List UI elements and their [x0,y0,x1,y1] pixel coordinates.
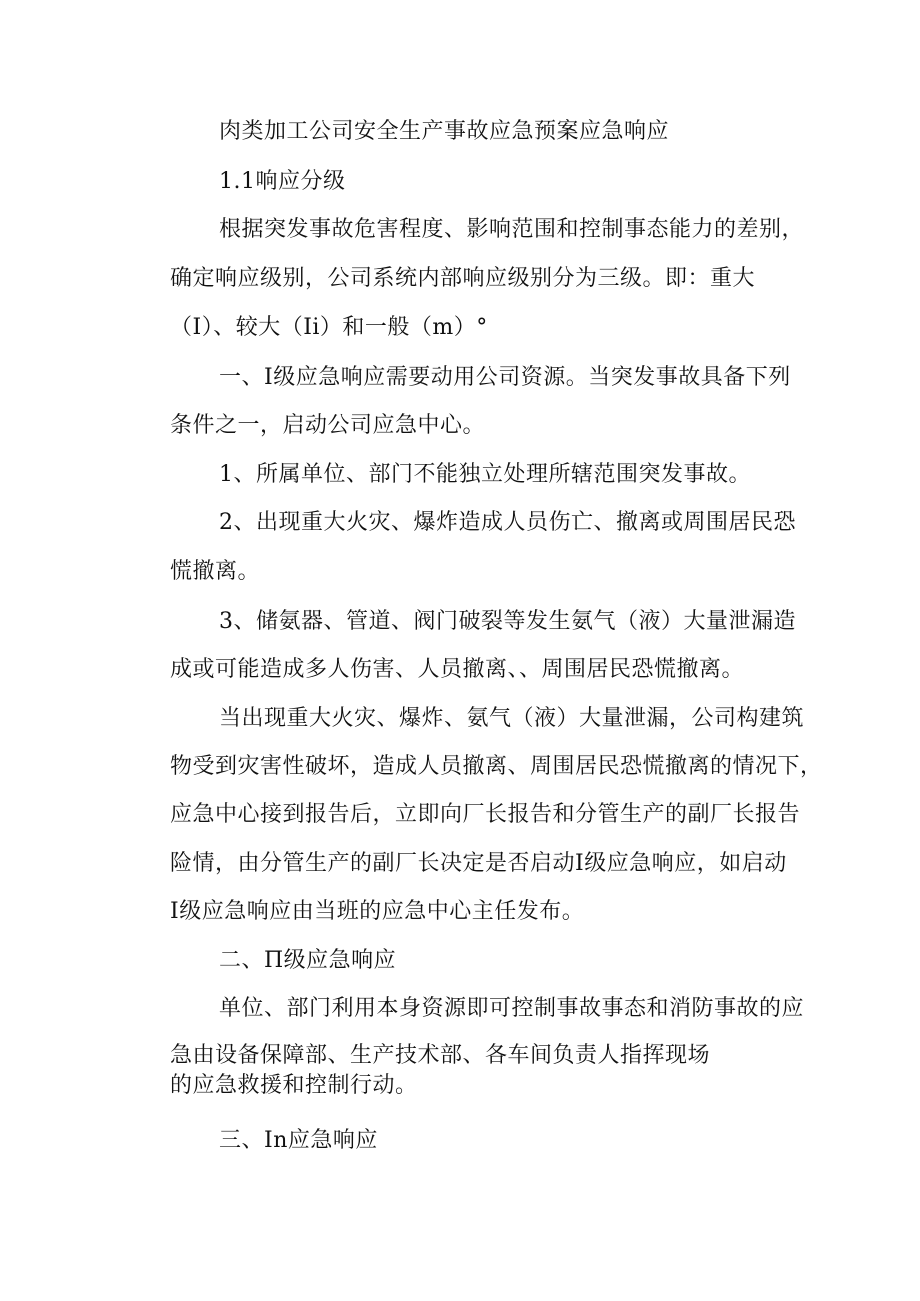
paragraph-line: 当出现重大火灾、爆炸、氨气（液）大量泄漏，公司构建筑 [219,706,805,731]
paragraph-line: 根据突发事故危害程度、影响范围和控制事态能力的差别， [219,217,805,242]
list-item-2-line: 2、出现重大火灾、爆炸造成人员伤亡、撤离或周围居民恐 [219,510,796,535]
paragraph-line: 应急中心接到报告后，立即向厂长报告和分管生产的副厂长报告 [170,802,801,827]
section-heading-1-1: 1.1响应分级 [219,169,346,194]
paragraph-line: I级应急响应由当班的应急中心主任发布。 [170,899,585,924]
paragraph-line: 条件之一，启动公司应急中心。 [170,413,486,438]
paragraph-line: 物受到灾害性破坏，造成人员撤离、周围居民恐慌撤离的情况下， [170,754,823,779]
document-title: 肉类加工公司安全生产事故应急预案应急响应 [219,119,670,144]
paragraph-line: （I）、较大（Ii）和一般（m）° [170,315,488,340]
paragraph-line: 险情，由分管生产的副厂长决定是否启动I级应急响应，如启动 [170,851,787,876]
list-item-2-line: 慌撤离。 [170,559,261,584]
list-item-1: 1、所属单位、部门不能独立处理所辖范围突发事故。 [219,462,751,487]
section-heading-3: 三、In应急响应 [219,1128,378,1153]
paragraph-line: 一、I级应急响应需要动用公司资源。当突发事故具备下列 [219,365,791,390]
paragraph-line: 确定响应级别，公司系统内部响应级别分为三级。即：重大 [170,266,756,291]
paragraph-line: 急由设备保障部、生产技术部、各车间负责人指挥现场 [170,1043,711,1068]
list-item-3-line: 成或可能造成多人伤害、人员撤离、、周围居民恐慌撤离。 [170,657,745,682]
paragraph-line: 的应急救援和控制行动。 [170,1073,418,1098]
section-heading-2: 二、Π级应急响应 [219,948,397,973]
list-item-3-line: 3、储氨器、管道、阀门破裂等发生氨气（液）大量泄漏造 [219,609,796,634]
paragraph-line: 单位、部门利用本身资源即可控制事故事态和消防事故的应 [219,996,805,1021]
